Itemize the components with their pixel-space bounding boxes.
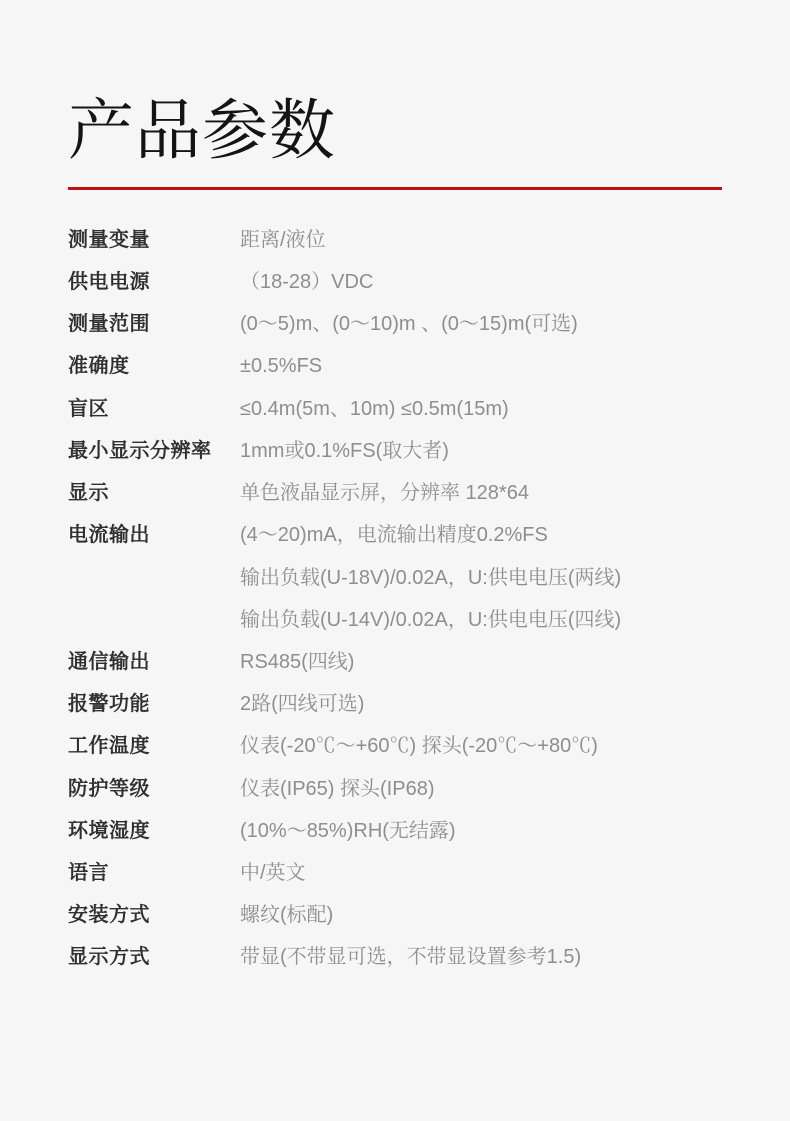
spec-label: 最小显示分辨率 <box>68 439 212 462</box>
spec-label: 测量变量 <box>68 228 150 251</box>
spec-label: 防护等级 <box>68 777 150 800</box>
spec-row <box>68 936 722 978</box>
spec-values <box>240 852 722 894</box>
spec-values <box>240 345 722 387</box>
spec-value: ±0.5%FS <box>240 355 323 378</box>
spec-value: （18-28）VDC <box>240 271 374 294</box>
spec-values <box>240 219 722 261</box>
spec-values <box>240 894 722 936</box>
spec-label: 准确度 <box>68 355 130 378</box>
spec-row <box>68 894 722 936</box>
spec-row <box>68 641 722 683</box>
spec-value: 2路(四线可选) <box>240 693 365 716</box>
spec-label: 环境湿度 <box>68 819 150 842</box>
spec-value: RS485(四线) <box>240 650 355 673</box>
spec-value: (4～20)mA，电流输出精度0.2%FS <box>240 524 548 547</box>
spec-values <box>240 430 722 472</box>
spec-label: 测量范围 <box>68 313 150 336</box>
spec-value: 仪表(-20℃～+60℃) 探头(-20℃～+80℃) <box>240 735 598 758</box>
spec-row <box>68 430 722 472</box>
spec-value: (10%～85%)RH(无结露) <box>240 819 456 842</box>
spec-value: 带显(不带显可选，不带显设置参考1.5) <box>240 946 582 969</box>
spec-values <box>240 810 722 852</box>
spec-value: 单色液晶显示屏，分辨率 128*64 <box>240 482 529 505</box>
title-divider <box>68 187 722 190</box>
spec-values <box>240 936 722 978</box>
spec-values <box>240 472 722 514</box>
spec-row <box>68 725 722 767</box>
spec-values <box>240 303 722 345</box>
spec-value: 螺纹(标配) <box>240 904 334 927</box>
spec-values <box>240 725 722 767</box>
spec-row <box>68 388 722 430</box>
spec-row <box>68 514 722 641</box>
spec-value: 1mm或0.1%FS(取大者) <box>240 439 449 462</box>
spec-row <box>68 219 722 261</box>
spec-values <box>240 641 722 683</box>
spec-row <box>68 303 722 345</box>
spec-label: 盲区 <box>68 397 109 420</box>
specs-table <box>68 219 722 979</box>
spec-value: 仪表(IP65) 探头(IP68) <box>240 777 435 800</box>
spec-row <box>68 768 722 810</box>
spec-label: 显示方式 <box>68 946 150 969</box>
spec-value: 中/英文 <box>240 861 306 884</box>
spec-value: 输出负载(U-14V)/0.02A，U:供电电压(四线) <box>240 608 622 631</box>
spec-values <box>240 388 722 430</box>
spec-label: 电流输出 <box>68 524 150 547</box>
spec-label: 报警功能 <box>68 693 150 716</box>
page-title: 产品参数 <box>68 93 336 167</box>
spec-label: 显示 <box>68 482 109 505</box>
spec-row <box>68 345 722 387</box>
spec-label: 通信输出 <box>68 650 150 673</box>
spec-row <box>68 683 722 725</box>
spec-label: 安装方式 <box>68 904 150 927</box>
spec-label: 语言 <box>68 861 109 884</box>
spec-value: 距离/液位 <box>240 228 326 251</box>
spec-values <box>240 683 722 725</box>
spec-values <box>240 514 722 641</box>
spec-row <box>68 472 722 514</box>
spec-value: (0～5)m、(0～10)m 、(0～15)m(可选) <box>240 313 578 336</box>
spec-row <box>68 810 722 852</box>
spec-label: 供电电源 <box>68 271 150 294</box>
spec-row <box>68 852 722 894</box>
spec-value: 输出负载(U-18V)/0.02A，U:供电电压(两线) <box>240 566 622 589</box>
spec-value: ≤0.4m(5m、10m) ≤0.5m(15m) <box>240 397 509 420</box>
spec-label: 工作温度 <box>68 735 150 758</box>
spec-values <box>240 261 722 303</box>
spec-row <box>68 261 722 303</box>
spec-values <box>240 768 722 810</box>
